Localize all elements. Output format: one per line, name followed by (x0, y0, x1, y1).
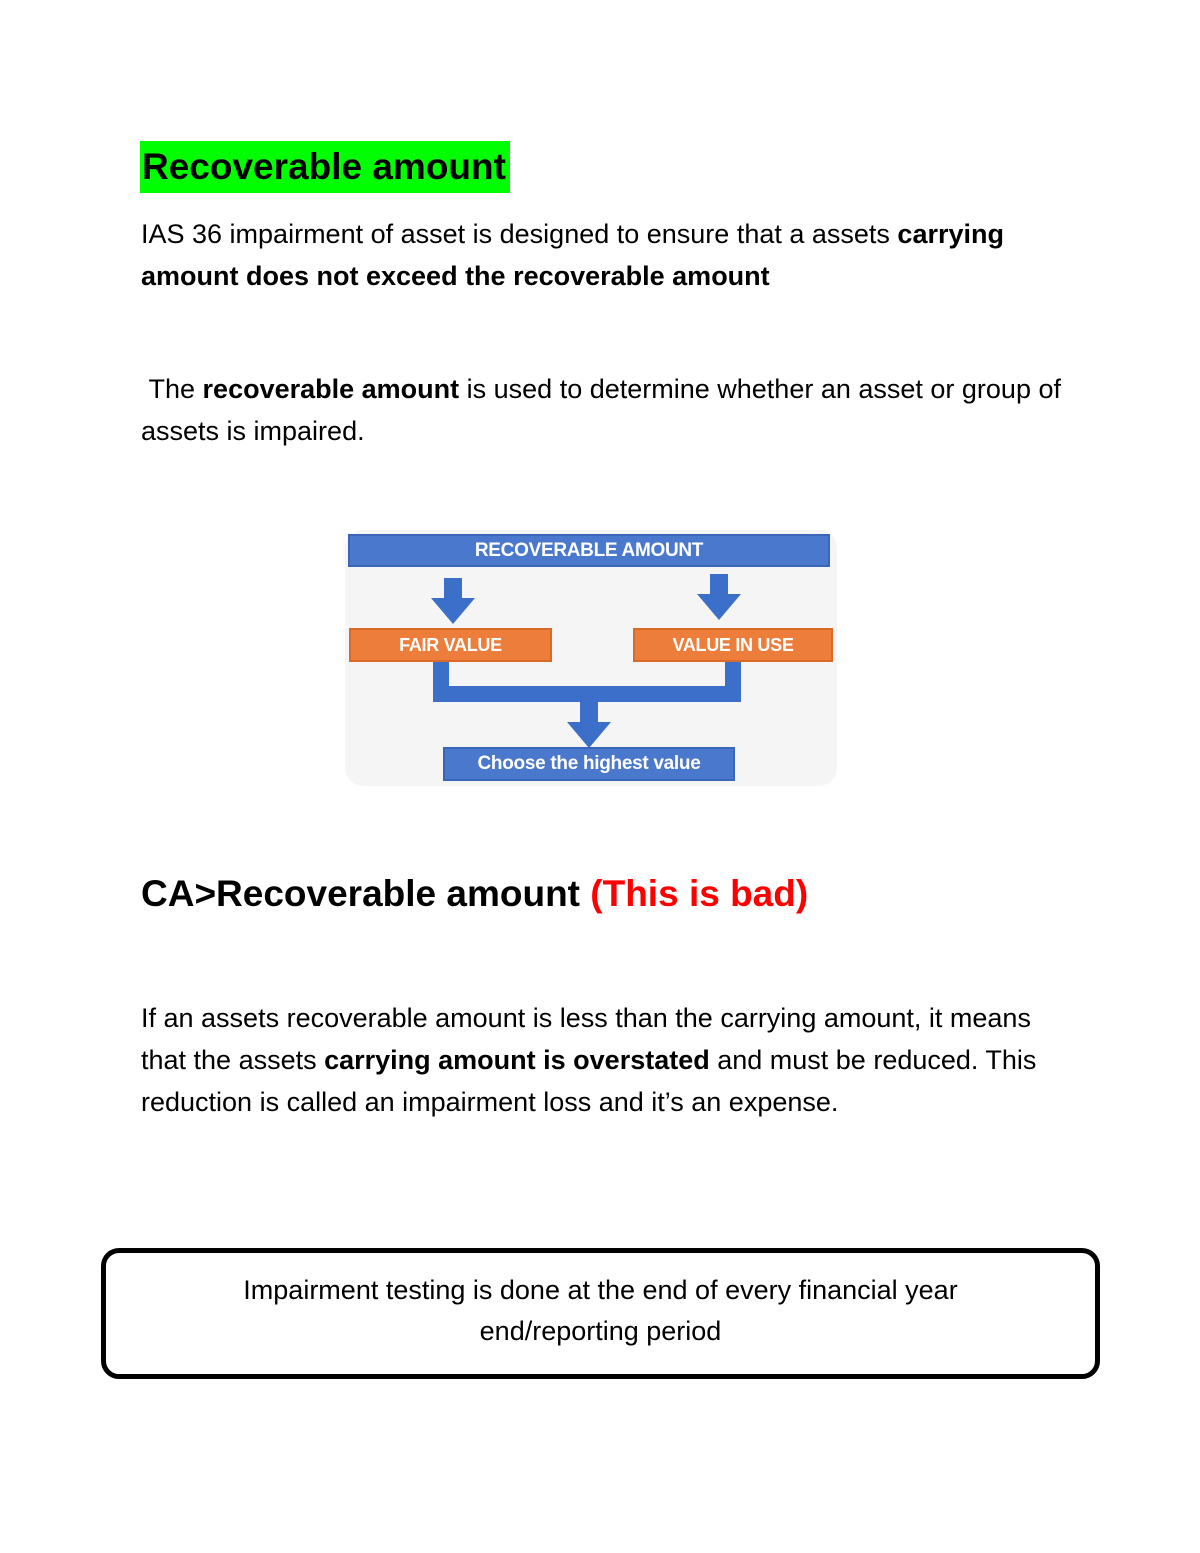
diagram-box-choose-highest: Choose the highest value (443, 747, 735, 781)
intro-paragraph (141, 213, 1071, 297)
impairment-bold-text: carrying amount is overstated (324, 1045, 710, 1075)
definition-bold-text: recoverable amount (202, 374, 460, 404)
down-arrow-icon (431, 578, 475, 624)
impairment-testing-callout (101, 1248, 1100, 1379)
section-heading: Recoverable amount (140, 141, 510, 193)
callout-line-2: end/reporting period (479, 1316, 722, 1346)
down-arrow-icon (567, 702, 611, 748)
diagram-box-value-in-use: VALUE IN USE (633, 628, 833, 662)
definition-text-after: is used to determine whether an asset or group of assets is impaired. (141, 374, 1061, 446)
down-arrow-icon (697, 574, 741, 620)
impairment-text-after: and must be reduced. This reduction is called an impairment loss and it’s an expense. (141, 1045, 1037, 1117)
impairment-text-before: If an assets recoverable amount is less than the carrying amount, it means that the assets (141, 1003, 1031, 1075)
definition-text-before: The (148, 374, 203, 404)
impairment-paragraph (141, 997, 1071, 1123)
intro-text: IAS 36 impairment of asset is designed to ensure that a assets (141, 219, 898, 249)
definition-paragraph (141, 368, 1071, 452)
recoverable-amount-diagram (345, 530, 837, 786)
diagram-box-fair-value: FAIR VALUE (349, 628, 552, 662)
intro-bold-text: carrying amount does not exceed the recoverable amount (141, 219, 1004, 291)
connector-horizontal (433, 686, 741, 702)
ca-heading-note: (This is bad) (590, 873, 809, 914)
callout-line-1: Impairment testing is done at the end of every financial year (243, 1275, 958, 1305)
ca-heading (141, 868, 808, 920)
ca-heading-main: CA>Recoverable amount (141, 873, 591, 914)
diagram-box-recoverable-amount: RECOVERABLE AMOUNT (348, 534, 830, 567)
